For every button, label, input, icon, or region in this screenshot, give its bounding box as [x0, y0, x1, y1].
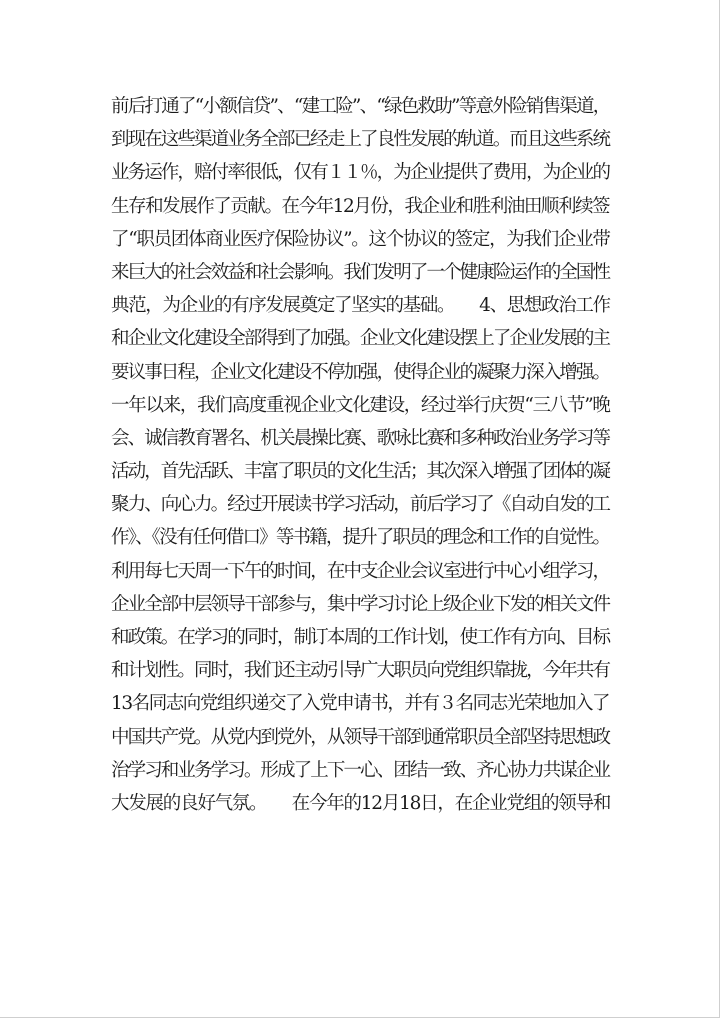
- text-line: 来巨大的社会效益和社会影响。我们发明了一个健康险运作的全国性: [111, 261, 610, 283]
- text-line: 大发展的良好气氛。 在今年的12月18日，在企业党组的领导和: [111, 792, 611, 814]
- text-line: 企业全部中层领导干部参与，集中学习讨论上级企业下发的相关文件: [111, 593, 610, 615]
- text-line: 活动，首先活跃、丰富了职员的文化生活；其次深入增强了团体的凝: [111, 461, 610, 483]
- text-line: 一年以来，我们高度重视企业文化建设，经过举行庆贺“三八节”晚: [111, 394, 610, 416]
- text-line: 要议事日程，企业文化建设不停加强，使得企业的凝聚力深入增强。: [111, 361, 610, 383]
- text-line: 和企业文化建设全部得到了加强。企业文化建设摆上了企业发展的主: [111, 328, 610, 350]
- text-line: 前后打通了“小额信贷”、“建工险”、“绿色救助”等意外险销售渠道，: [111, 96, 610, 117]
- text-line: 到现在这些渠道业务全部已经走上了良性发展的轨道。而且这些系统: [111, 129, 610, 151]
- text-line: 和政策。在学习的同时，制订本周的工作计划，使工作有方向、目标: [111, 627, 610, 648]
- text-line: 业务运作，赔付率很低，仅有１１％，为企业提供了费用，为企业的: [111, 162, 610, 184]
- body-text: [111, 90, 611, 820]
- text-line: 会、诚信教育署名、机关晨操比赛、歌咏比赛和多种政治业务学习等: [111, 427, 610, 449]
- text-line: 和计划性。同时，我们还主动引导广大职员向党组织靠拢，今年共有: [111, 660, 610, 682]
- text-line: 中国共产党。从党内到党外，从领导干部到通常职员全部坚持思想政: [111, 726, 610, 748]
- text-line: 生存和发展作了贡献。在今年12月份，我企业和胜利油田顺利续签: [111, 195, 610, 217]
- text-line: 利用每七天周一下午的时间，在中支企业会议室进行中心小组学习，: [111, 560, 610, 582]
- text-line: 了“职员团体商业医疗保险协议”。这个协议的签定，为我们企业带: [111, 228, 610, 250]
- text-line: 治学习和业务学习。形成了上下一心、团结一致、齐心协力共谋企业: [111, 759, 610, 781]
- text-line: 典范，为企业的有序发展奠定了坚实的基础。 4、思想政治工作: [111, 295, 610, 317]
- text-line: 13名同志向党组织递交了入党申请书，并有３名同志光荣地加入了: [111, 693, 610, 715]
- text-line: 聚力、向心力。经过开展读书学习活动，前后学习了《自动自发的工: [111, 494, 610, 516]
- text-line: 作》、《没有任何借口》等书籍，提升了职员的理念和工作的自觉性。: [111, 527, 610, 549]
